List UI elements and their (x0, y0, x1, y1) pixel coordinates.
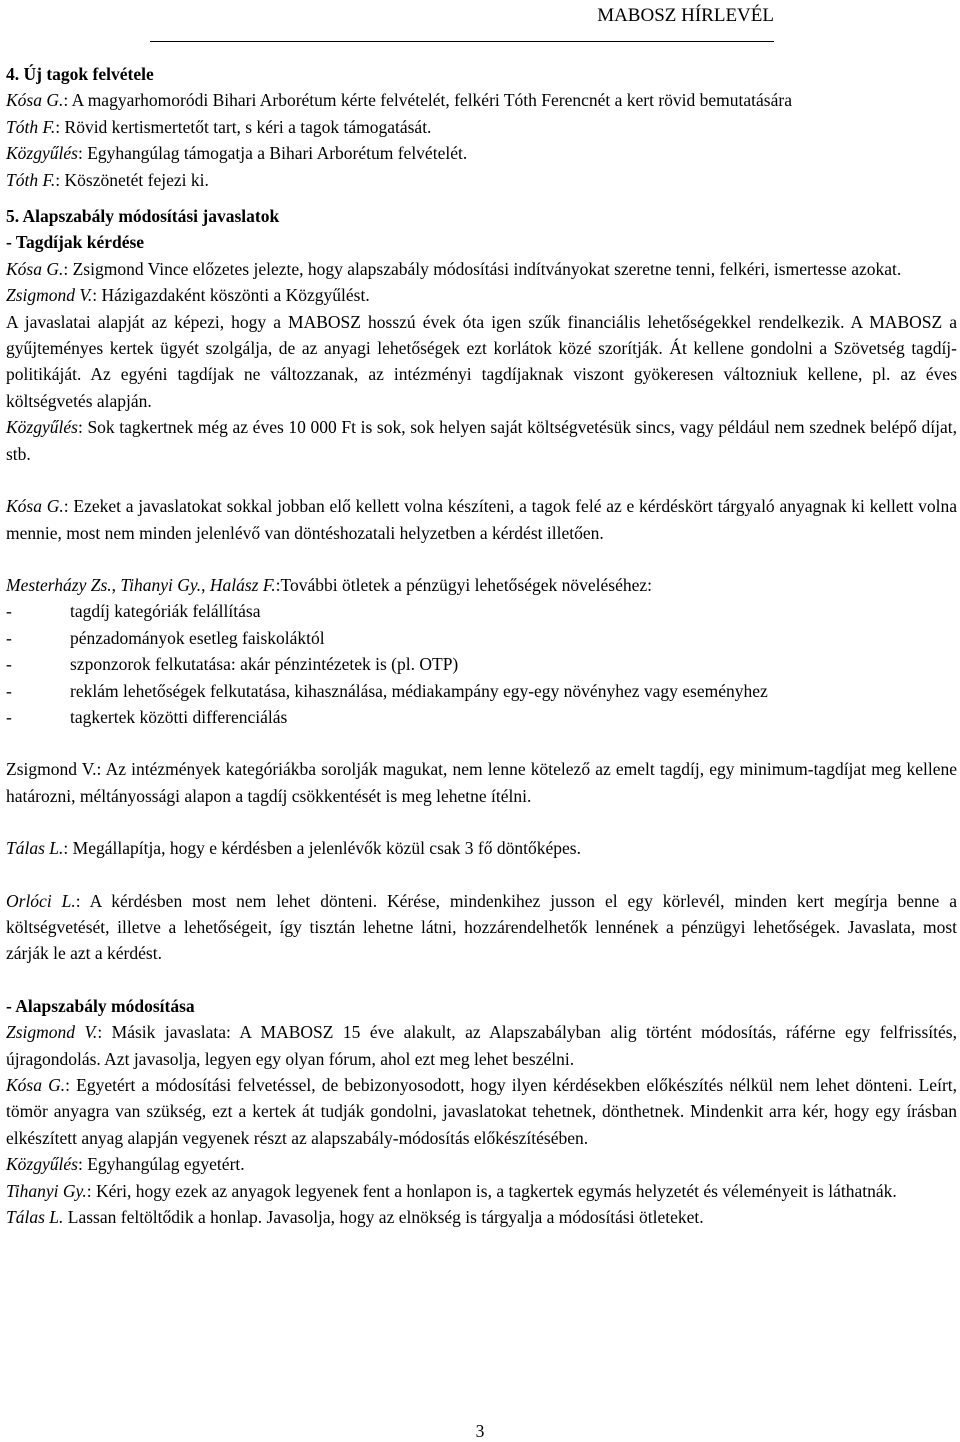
header-divider (150, 41, 774, 42)
paragraph-text: : Másik javaslata: A MABOSZ 15 éve alakult, az Alapszabályban alig történt módosítás, ráférne egy felfrissítés, újragondolás. Azt javasolja, legyen egy olyan fórum, ahol ezt meg lehet beszélni. (6, 1022, 957, 1069)
paragraph-text: : Egyhangúlag egyetért. (77, 1154, 245, 1175)
paragraph (6, 1151, 957, 1177)
paragraph (6, 1072, 957, 1151)
paragraph-text: : A magyarhomoródi Bihari Arborétum kérte felvételét, felkéri Tóth Ferencnét a kert rövid bemutatására (63, 90, 792, 111)
subsection-heading-membership-fees: - Tagdíjak kérdése (6, 232, 145, 253)
paragraph (6, 414, 957, 467)
speaker-name: Halász F. (209, 574, 276, 595)
section-heading-bylaw-proposals: 5. Alapszabály módosítási javaslatok (6, 206, 280, 227)
list-item: - tagkertek közötti differenciálás (6, 704, 957, 730)
document-body (6, 61, 957, 1230)
paragraph (6, 282, 957, 308)
paragraph (6, 114, 957, 140)
paragraph (6, 835, 957, 861)
paragraph-text: : A kérdésben most nem lehet dönteni. Kérése, mindenkihez jusson el egy körlevél, minden kert megírja benne a költségvetését, illetve a lehetőségeit, így tisztán lehetne látni, hozzárendelhetők lennének a pénzügyi lehetőségek. Javaslata, most zárják le azt a kérdést. (6, 890, 957, 964)
speaker-name: Kósa G. (6, 258, 64, 279)
speaker-name: Kósa G. (6, 496, 64, 517)
paragraph-text: : Házigazdaként köszönti a Közgyűlést. (92, 285, 370, 306)
paragraph (6, 493, 957, 546)
speaker-name: Tóth F. (6, 116, 56, 137)
paragraph-text: : Sok tagkertnek még az éves 10 000 Ft is sok, sok helyen saját költségvetésük sincs, vagy például nem szednek belépő díjat, stb. (6, 417, 957, 464)
paragraph-text: : Zsigmond Vince előzetes jelezte, hogy alapszabály módosítási indítványokat szeretne tenni, felkéri, ismertesse azokat. (63, 258, 902, 279)
speaker-name: Tóth F. (6, 169, 56, 190)
paragraph-text: : Egyhangúlag támogatja a Bihari Arborétum felvételét. (77, 143, 468, 164)
paragraph (6, 1204, 957, 1230)
speaker-name: Tálas L. (6, 838, 64, 859)
paragraph (6, 888, 957, 967)
paragraph (6, 87, 957, 113)
paragraph-text: :További ötletek a pénzügyi lehetőségek növeléséhez: (275, 574, 653, 595)
list-item: - pénzadományok esetleg faiskoláktól (6, 625, 957, 651)
speaker-name: Közgyűlés (6, 143, 78, 164)
paragraph-text: : Megállapítja, hogy e kérdésben a jelenlévők közül csak 3 fő döntőképes. (63, 838, 581, 859)
list-item: - szponzorok felkutatása: akár pénzintézetek is (pl. OTP) (6, 651, 957, 677)
list-item: - reklám lehetőségek felkutatása, kihasználása, médiakampány egy-egy növényhez vagy eseményhez (6, 678, 957, 704)
section-heading-new-members: 4. Új tagok felvétele (6, 64, 154, 84)
paragraph-text: : Rövid kertismertetőt tart, s kéri a tagok támogatását. (55, 116, 432, 137)
paragraph (6, 1019, 957, 1072)
paragraph (6, 140, 957, 166)
funding-ideas-list (6, 598, 957, 730)
paragraph-text: : Ezeket a javaslatokat sokkal jobban elő kellett volna készíteni, a tagok felé az e kérdéskört tárgyaló anyagnak ki kellett volna mennie, most nem minden jelenlévő van döntéshozatali helyzetben a kérdést illetően. (6, 496, 958, 543)
paragraph-text: Lassan feltöltődik a honlap. Javasolja, hogy az elnökség is tárgyalja a módosítási ötleteket. (63, 1207, 704, 1228)
paragraph-text: : Köszönetét fejezi ki. (55, 169, 209, 190)
paragraph: A javaslatai alapját az képezi, hogy a MABOSZ hosszú évek óta igen szűk financiális lehetőségekkel rendelkezik. A MABOSZ a gyűjteményes kertek ügyét szolgálja, de az anyagi lehetőségek ezt korlátok közé szorítják. Át kellene gondolni a Szövetség tagdíj-politikáját. Az egyéni tagdíjak ne változzanak, az intézményi tagdíjaknak viszont gyökeresen változniuk kellene, pl. az éves költségvetés alapján. (6, 311, 957, 411)
paragraph (6, 167, 957, 193)
speaker-name: Közgyűlés (6, 1154, 78, 1175)
speaker-name: Mesterházy Zs. (6, 574, 112, 595)
speaker-name: Zsigmond V. (6, 1022, 98, 1043)
paragraph: Mesterházy Zs., Tihanyi Gy., Halász F.:További ötletek a pénzügyi lehetőségek növeléséhez: (6, 574, 653, 595)
paragraph: Zsigmond V.: Az intézmények kategóriákba sorolják magukat, nem lenne kötelező az emelt tagdíj, egy minimum-tagdíjat meg kellene határozni, méltányossági alapon a tagdíj csökkentését is meg lehetne ítélni. (6, 759, 957, 806)
subsection-heading-bylaw-amendment: - Alapszabály módosítása (6, 995, 195, 1016)
speaker-name: Tihanyi Gy. (6, 1180, 87, 1201)
paragraph-text: : Kéri, hogy ezek az anyagok legyenek fent a honlapon is, a tagkertek egymás helyzetét és véleményeit is láthatnák. (86, 1180, 897, 1201)
paragraph-text: : Egyetért a módosítási felvetéssel, de bebizonyosodott, hogy ilyen kérdésekben előkészítés nélkül nem lehet dönteni. Leírt, tömör anyagra van szükség, ezt a kertek át tudják gondolni, javaslatokat tehetnek, dönthetnek. Mindenkit arra kér, hogy egy írásban elkészített anyag alapján vegyenek részt az alapszabály-módosítás előkészítésében. (6, 1075, 958, 1148)
page-number: 3 (475, 1421, 485, 1441)
speaker-name: Tálas L. (6, 1207, 64, 1228)
newsletter-header: MABOSZ HÍRLEVÉL (597, 5, 774, 26)
list-item: - tagdíj kategóriák felállítása (6, 598, 957, 624)
paragraph (6, 256, 957, 282)
speaker-name: Kósa G. (6, 1075, 66, 1095)
speaker-name: Kósa G. (6, 90, 64, 111)
paragraph (6, 1178, 957, 1204)
speaker-name: Orlóci L. (6, 890, 76, 911)
speaker-name: Tihanyi Gy. (120, 574, 202, 595)
speaker-name: Közgyűlés (6, 417, 78, 438)
speaker-name: Zsigmond V. (6, 285, 93, 306)
